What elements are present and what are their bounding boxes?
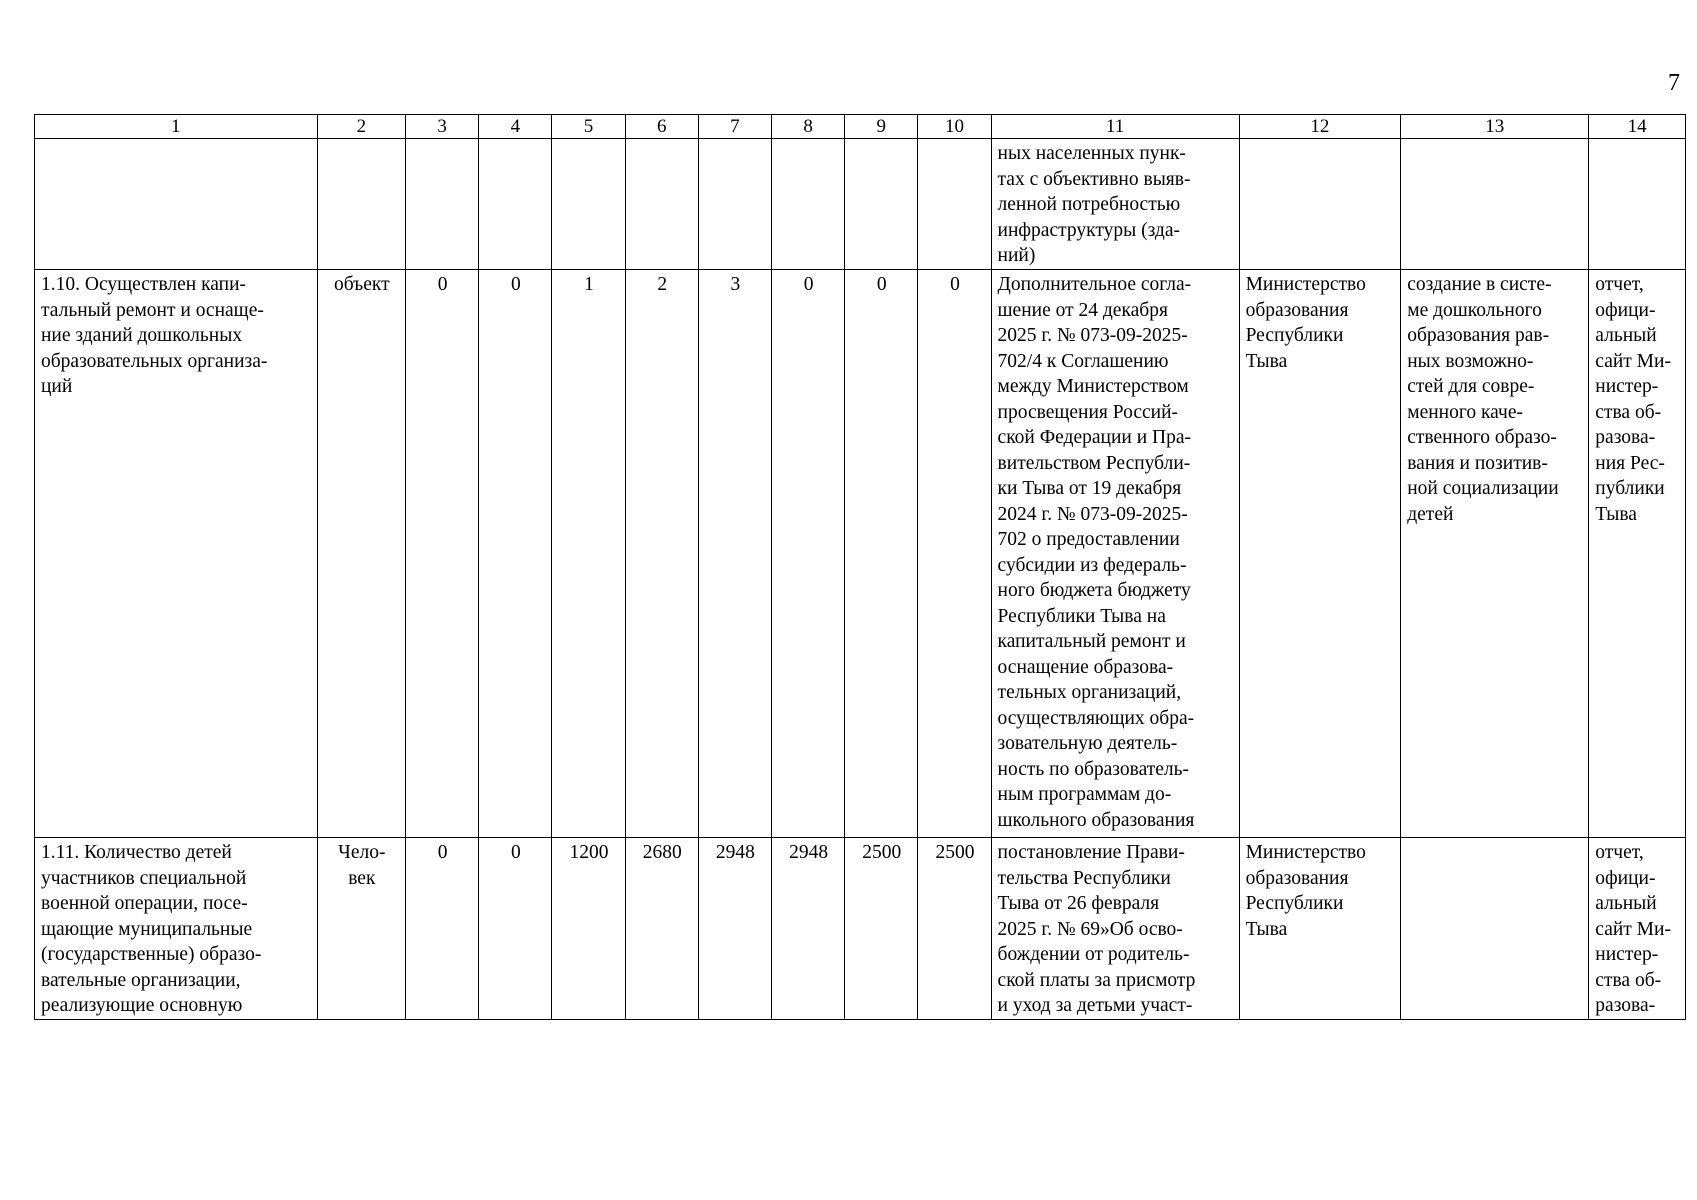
- value-cell: 0: [406, 838, 479, 1020]
- value-cell: 2500: [845, 838, 918, 1020]
- value-cell: 2948: [771, 838, 844, 1020]
- table-row-1-10: [35, 270, 1686, 838]
- source-cell: отчет, офици- альный сайт Ми- нистер- ства об- разова-: [1589, 838, 1686, 1020]
- table-row-1-11: [35, 838, 1686, 1020]
- column-header: 1: [35, 115, 318, 139]
- value-cell: [698, 139, 771, 270]
- column-header: 10: [918, 115, 991, 139]
- column-header: 7: [698, 115, 771, 139]
- value-cell: [406, 139, 479, 270]
- indicator-name-cell: [35, 139, 318, 270]
- column-header: 13: [1401, 115, 1589, 139]
- table-row-continuation: [35, 139, 1686, 270]
- value-cell: 2500: [918, 838, 991, 1020]
- result-cell: [1401, 838, 1589, 1020]
- value-cell: [918, 139, 991, 270]
- legal-basis-cell: Дополнительное согла- шение от 24 декабря 2025 г. № 073-09-2025- 702/4 к Соглашению между Министерством просвещения Россий- ской Федерации и Пра- вительством Республи- ки Тыва от 19 декабря 2024 г. № 073-09-2025- 702 о предоставлении субсидии из федераль- ного бюджета бюджету Республики Тыва на капитальный ремонт и оснащение образова- тельных организаций, осуществляющих обра- зовательную деятель- ность по образователь- ным программам до- школьного образования: [991, 270, 1239, 838]
- column-header: 6: [625, 115, 698, 139]
- value-cell: 3: [698, 270, 771, 838]
- value-cell: 0: [845, 270, 918, 838]
- column-header: 11: [991, 115, 1239, 139]
- source-cell: [1589, 139, 1686, 270]
- value-cell: 2948: [698, 838, 771, 1020]
- unit-cell: объект: [317, 270, 405, 838]
- column-header: 3: [406, 115, 479, 139]
- column-header: 5: [552, 115, 625, 139]
- result-cell: создание в систе- ме дошкольного образования рав- ных возможно- стей для совре- менного каче- ственного образо- вания и позитив- ной социализации детей: [1401, 270, 1589, 838]
- value-cell: [845, 139, 918, 270]
- value-cell: [479, 139, 552, 270]
- value-cell: 0: [771, 270, 844, 838]
- column-header: 2: [317, 115, 405, 139]
- value-cell: 2: [625, 270, 698, 838]
- column-header: 14: [1589, 115, 1686, 139]
- unit-cell: Чело- век: [317, 838, 405, 1020]
- indicator-name-cell: 1.11. Количество детей участников специальной военной операции, посе- щающие муниципальные (государственные) образо- вательные организации, реализующие основную: [35, 838, 318, 1020]
- legal-basis-cell: постановление Прави- тельства Республики Тыва от 26 февраля 2025 г. № 69»Об осво- бождении от родитель- ской платы за присмотр и уход за детьми участ-: [991, 838, 1239, 1020]
- responsible-cell: Министерство образования Республики Тыва: [1239, 270, 1401, 838]
- value-cell: 0: [479, 270, 552, 838]
- value-cell: 0: [406, 270, 479, 838]
- value-cell: 1: [552, 270, 625, 838]
- value-cell: [771, 139, 844, 270]
- column-header: 8: [771, 115, 844, 139]
- source-cell: отчет, офици- альный сайт Ми- нистер- ства об- разова- ния Рес- публики Тыва: [1589, 270, 1686, 838]
- indicators-table: [34, 114, 1686, 1020]
- value-cell: 0: [479, 838, 552, 1020]
- value-cell: 1200: [552, 838, 625, 1020]
- column-header: 12: [1239, 115, 1401, 139]
- value-cell: [625, 139, 698, 270]
- result-cell: [1401, 139, 1589, 270]
- unit-cell: [317, 139, 405, 270]
- value-cell: 0: [918, 270, 991, 838]
- responsible-cell: [1239, 139, 1401, 270]
- value-cell: 2680: [625, 838, 698, 1020]
- legal-basis-cell: ных населенных пунк- тах с объективно выяв- ленной потребностью инфраструктуры (зда- ний): [991, 139, 1239, 270]
- column-header: 9: [845, 115, 918, 139]
- column-header: 4: [479, 115, 552, 139]
- responsible-cell: Министерство образования Республики Тыва: [1239, 838, 1401, 1020]
- value-cell: [552, 139, 625, 270]
- indicator-name-cell: 1.10. Осуществлен капи- тальный ремонт и оснаще- ние зданий дошкольных образовательных организа- ций: [35, 270, 318, 838]
- page-number: 7: [1668, 70, 1680, 96]
- column-number-header-row: [35, 115, 1686, 139]
